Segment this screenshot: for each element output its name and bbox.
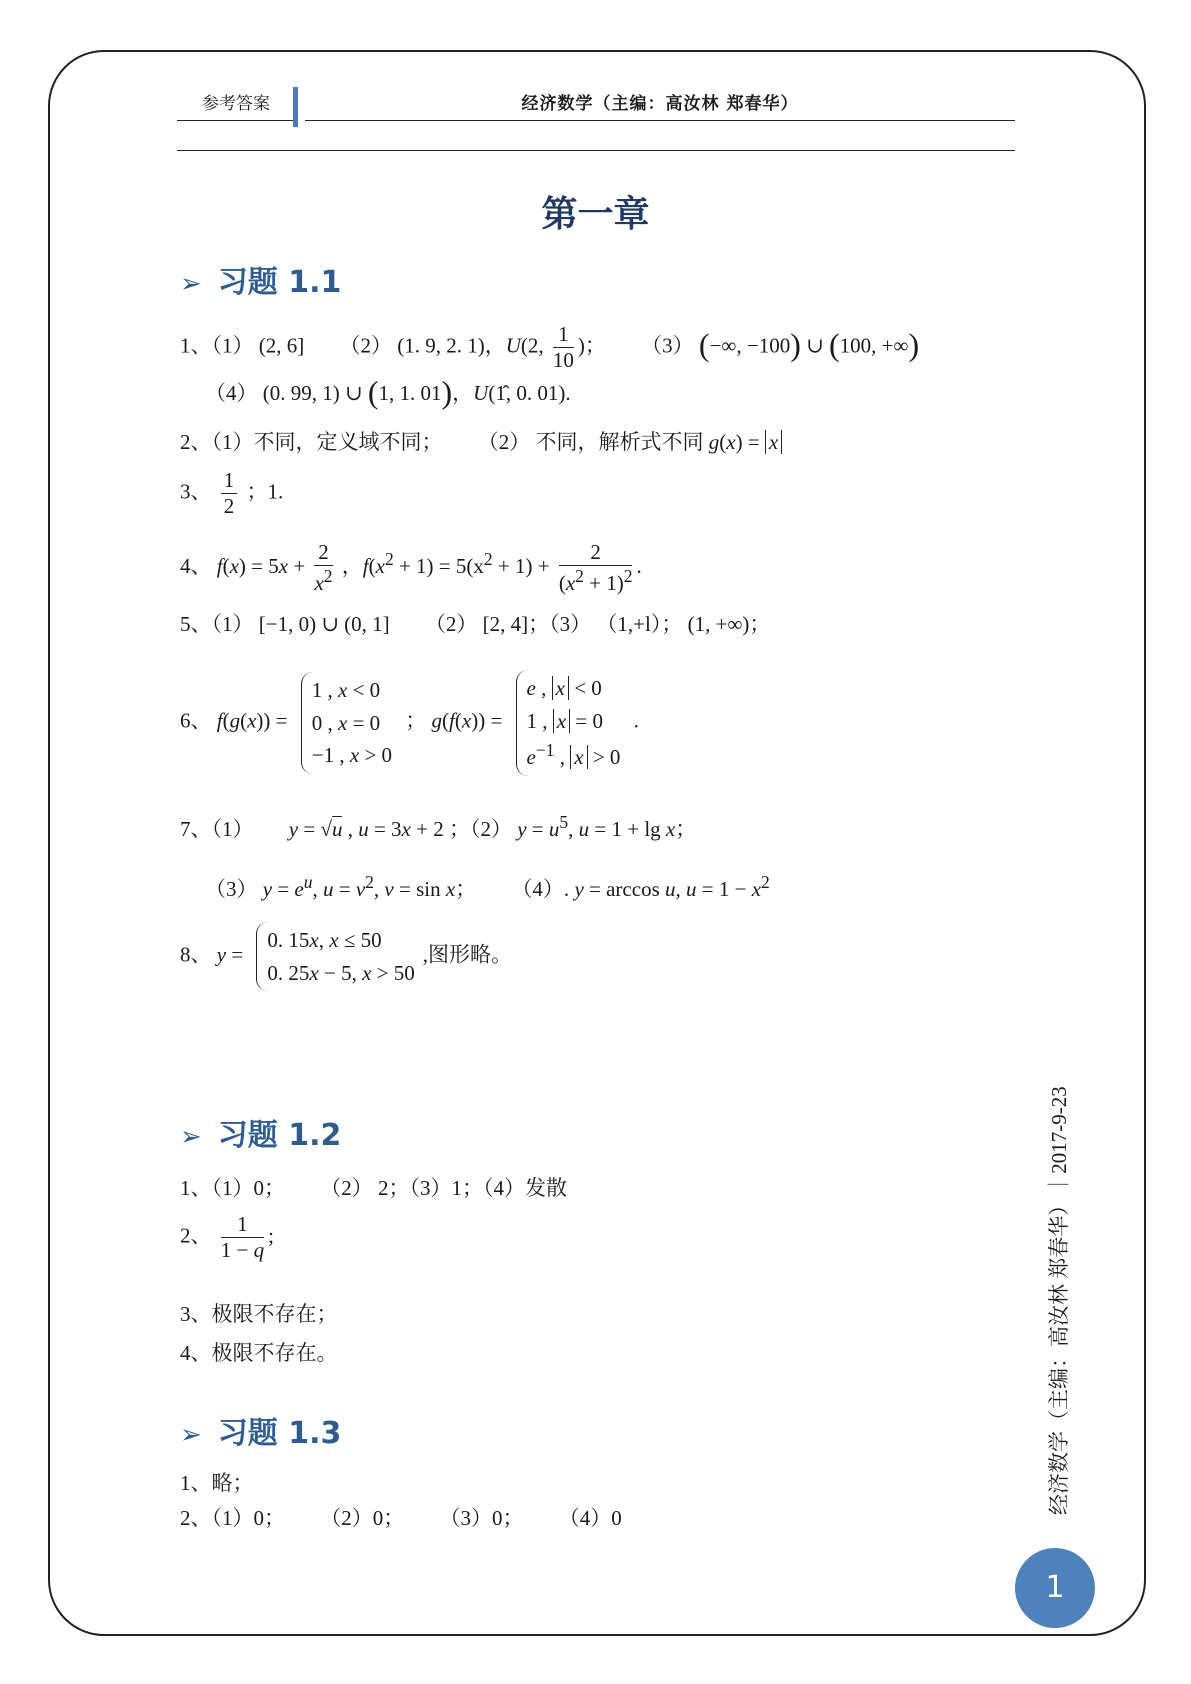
answer-label: 1、（1）	[180, 333, 254, 358]
arrow-icon: ➢	[180, 1420, 202, 1450]
section-title: 习题 1.3	[217, 1416, 342, 1451]
answer-text: ,图形略。	[422, 942, 513, 967]
answer-label: 7、（1）	[180, 817, 254, 841]
answer-5: 5、（1） [−1, 0) ∪ (0, 1] （2） [2, 4]；（3） （1,+l）； (1, +∞)；	[180, 612, 771, 636]
answer-1-2-3: 3、极限不存在；	[180, 1302, 338, 1326]
answer-8: 8、 y = 0. 15x, x ≤ 50 0. 25x − 5, x > 50,图形略。	[180, 922, 512, 991]
section-heading-1-1	[180, 257, 341, 301]
part-label: （4）	[205, 381, 258, 405]
answer-label: 6、	[180, 708, 212, 733]
answer-text: （2） 2；（3）1；（4）发散	[320, 1176, 567, 1200]
answer-text: （2）0；	[320, 1506, 405, 1530]
section-heading-1-2	[180, 1110, 341, 1154]
answer-1-3-2	[180, 1502, 622, 1532]
answer-1-line-2: （4） (0. 99, 1) ∪ (1, 1. 01)，U(1̂, 0. 01).	[205, 374, 571, 410]
answer-4: 4、 f(x) = 5x + $\frac{2}{x^2}$ ，$f(x^2 + 1) = 5(x^2 + 1)$ + $\frac{2}{(x^2 + 1)^2}$ .	[180, 540, 642, 596]
part-label: （3）	[641, 333, 694, 358]
answer-6: 6、 f(g(x)) = 1 , x < 0 0 , x = 0 −1 , x > 0 ； g(f(x)) = e , x < 0 1 , x = 0 $e^{-1}$ , x > 0 .	[180, 670, 639, 776]
answer-7-line-2: （3） $y = e^u$, $u = v^2$, v = sin x； （4）. y = arccos u, $u = 1 - x^2$	[205, 872, 770, 901]
part-label: （2）	[339, 333, 392, 358]
answer-label: 4、	[180, 554, 212, 578]
part-label: （3）	[205, 877, 258, 901]
answer-text: （3）0；	[439, 1506, 524, 1530]
part-label: （2）	[424, 612, 478, 636]
part-label: （4）.	[511, 877, 570, 901]
piecewise-fg: 1 , x < 0 0 , x = 0 −1 , x > 0	[301, 672, 392, 774]
arrow-icon: ➢	[180, 269, 202, 299]
header-left-label: 参考答案	[177, 92, 295, 121]
answer-label: 5、（1）	[180, 612, 254, 636]
header-rule	[177, 150, 1015, 151]
part-label: ；（3）	[528, 612, 592, 636]
chapter-title: 第一章	[541, 194, 650, 235]
piecewise-gf: e , x < 0 1 , x = 0 $e^{-1}$ , x > 0	[516, 670, 621, 776]
answer-1-2-1	[180, 1172, 567, 1202]
piecewise-y: 0. 15x, x ≤ 50 0. 25x − 5, x > 50	[256, 922, 414, 991]
section-heading-1-3	[180, 1408, 341, 1452]
section-title: 习题 1.2	[217, 1118, 342, 1153]
answer-3: 3、 $\frac{1}{2}$ ；1.	[180, 468, 284, 519]
part-label: ；（2）	[448, 817, 512, 841]
answer-text: （2） 不同，解析式不同	[477, 430, 704, 454]
answer-label: 8、	[180, 942, 212, 967]
header-accent-bar	[293, 87, 298, 127]
answer-label: 2、	[180, 1223, 212, 1248]
answer-text: （1,+l）；	[596, 612, 683, 636]
arrow-icon: ➢	[180, 1122, 202, 1152]
answer-1-2-2: 2、 $\frac{1}{1 - q}$ ;	[180, 1212, 274, 1263]
answer-1-line-1: 1、（1） (2, 6] （2） (1. 9, 2. 1)，U(2, $\frac{1}{10}$ )； （3） (−∞, −100) ∪ (100, +∞)	[180, 322, 920, 373]
page-number-badge: 1	[1015, 1548, 1095, 1628]
separator: ；	[405, 708, 427, 733]
answer-label: 3、	[180, 479, 212, 504]
answer-text: （4）0	[558, 1506, 622, 1530]
header-book-title: 经济数学（主编：高汝林 郑春华）	[305, 92, 1015, 121]
answer-text: 1、（1）0；	[180, 1176, 285, 1200]
answer-text: 2、（1）0；	[180, 1506, 285, 1530]
answer-2: 2、（1）不同，定义域不同； （2） 不同，解析式不同 g(x) = x	[180, 426, 782, 456]
side-caption-text: 经济数学（主编：高汝林 郑春华）｜2017-9-23	[1047, 1086, 1071, 1515]
answer-1-2-4: 4、极限不存在。	[180, 1341, 338, 1365]
answer-label: 2、（1）不同，定义域不同；	[180, 430, 443, 454]
answer-text: ；1.	[246, 479, 284, 504]
section-title: 习题 1.1	[217, 265, 342, 300]
answer-7-line-1: 7、（1） y = √u , u = 3x + 2 ；（2） $y = u^5$, u = 1 + lg x；	[180, 812, 697, 841]
answer-1-3-1: 1、略；	[180, 1471, 254, 1495]
